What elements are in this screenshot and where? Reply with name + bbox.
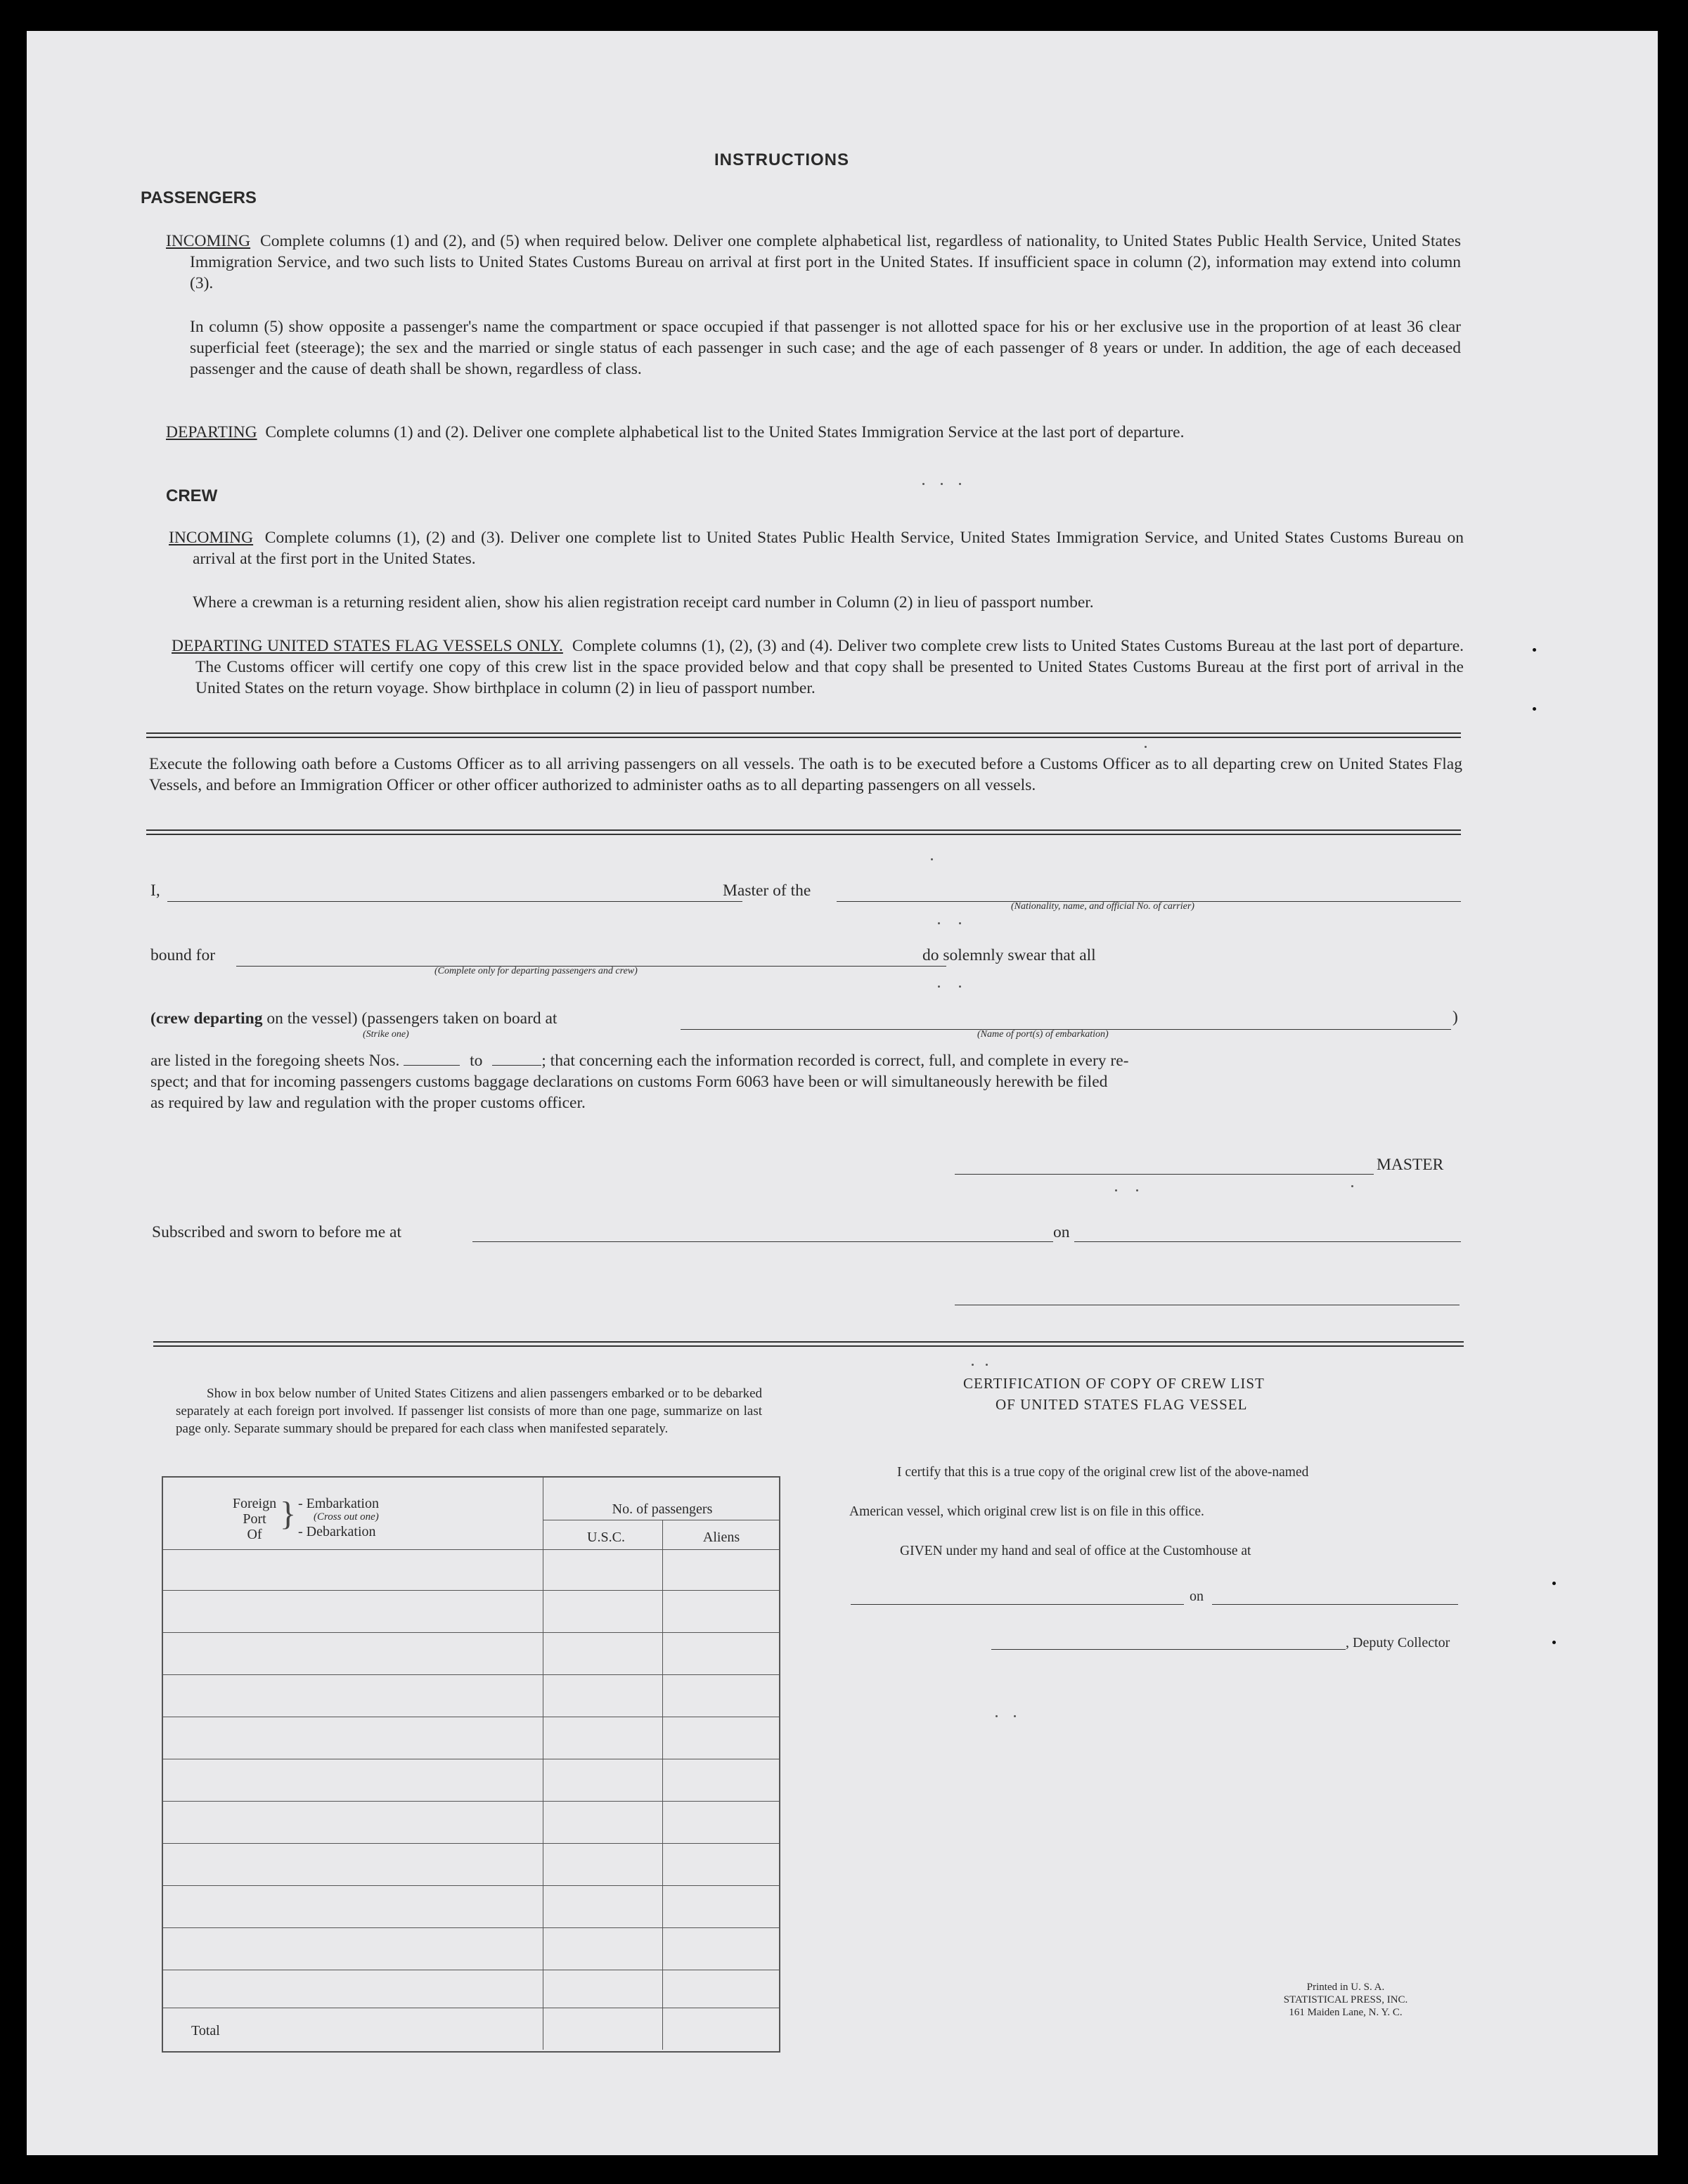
on-the-vessel-text: on the vessel) (passengers taken on board at xyxy=(266,1009,558,1028)
form-page xyxy=(27,31,1658,2155)
speck xyxy=(938,922,940,924)
printer-imprint xyxy=(1233,1981,1458,2019)
certification-heading-2: OF UNITED STATES FLAG VESSEL xyxy=(996,1396,1248,1413)
table-row-line xyxy=(163,1674,779,1675)
crew-departing-paragraph xyxy=(172,635,1464,699)
crew-incoming-text: Complete columns (1), (2) and (3). Deliver one complete list to United States Public Health Service, United States Immigration Service, and United States Customs Bureau on arrival at the first port in the United States. xyxy=(193,529,1464,568)
of-label: Of xyxy=(247,1527,262,1542)
summary-instructions: Show in box below number of United States Citizens and alien passengers embarked or to be debarked separately at each foreign port involved. If passenger list consists of more than one page, summarize on last page only. Separate summary should be prepared for each class when manifested separately. xyxy=(176,1386,762,1436)
master-signature-field[interactable] xyxy=(955,1174,1374,1175)
crew-departing-text: Complete columns (1), (2), (3) and (4). Deliver two complete crew lists to United States Customs Bureau at the last port of departure. The Customs officer will certify one copy of this crew list in the space provided below and that copy shall be presented to United States Customs Bureau at the first port of arrival in the United States on the return voyage. Show birthplace in column (2) in lieu of passport number. xyxy=(195,637,1464,697)
nationality-caption: (Nationality, name, and official No. of carrier) xyxy=(1011,901,1194,912)
embarkation-label: - Embarkation xyxy=(298,1496,379,1511)
certification-on-label: on xyxy=(1190,1589,1204,1604)
master-name-field[interactable] xyxy=(167,901,742,902)
bound-for-caption: (Complete only for departing passengers and crew) xyxy=(434,966,638,976)
page-title: INSTRUCTIONS xyxy=(714,150,849,169)
passengers-incoming-label: INCOMING xyxy=(166,232,251,250)
speck xyxy=(986,1364,988,1366)
listed-part2: ; that concerning each the information recorded is correct, full, and complete in every re- xyxy=(541,1052,1129,1070)
crew-heading: CREW xyxy=(166,486,218,505)
listed-line-2: spect; and that for incoming passengers customs baggage declarations on customs Form 6063 have been or will simultaneously herewith be filed xyxy=(150,1073,1108,1091)
given-line: GIVEN under my hand and seal of office at the Customhouse at xyxy=(900,1544,1251,1558)
deputy-collector-label: , Deputy Collector xyxy=(1346,1635,1450,1650)
usc-header: U.S.C. xyxy=(587,1530,625,1545)
table-row-line xyxy=(163,1801,779,1802)
speck xyxy=(972,1364,974,1366)
speck xyxy=(941,483,943,485)
listed-line-1 xyxy=(150,1052,1128,1071)
passengers-heading: PASSENGERS xyxy=(141,188,257,207)
speck xyxy=(959,483,961,485)
passengers-departing-label: DEPARTING xyxy=(166,423,257,441)
speck xyxy=(1351,1185,1353,1187)
speck xyxy=(996,1715,998,1717)
subscribed-date-field[interactable] xyxy=(1074,1241,1461,1242)
imprint-line-3: 161 Maiden Lane, N. Y. C. xyxy=(1289,2007,1403,2018)
imprint-line-1: Printed in U. S. A. xyxy=(1306,1982,1385,1993)
speck xyxy=(1115,1189,1117,1191)
port-caption: (Name of port(s) of embarkation) xyxy=(977,1029,1109,1040)
margin-speck xyxy=(1552,1641,1556,1644)
margin-speck xyxy=(1533,648,1536,652)
oath-instructions: Execute the following oath before a Customs Officer as to all arriving passengers on all vessels. The oath is to be executed before a Customs Officer as to all departing crew on United States Flag Vessels, and before an Immigration Officer or other officer authorized to administer oaths as to all departing passengers on all vessels. xyxy=(149,755,1462,794)
crew-incoming-label: INCOMING xyxy=(169,529,254,547)
subscribed-label: Subscribed and sworn to before me at xyxy=(152,1223,402,1241)
divider xyxy=(153,1341,1464,1347)
table-row-line xyxy=(163,1885,779,1886)
sheet-from-field[interactable] xyxy=(404,1065,460,1066)
passengers-departing-paragraph xyxy=(166,422,1461,443)
certification-heading-1: CERTIFICATION OF COPY OF CREW LIST xyxy=(963,1375,1265,1392)
foreign-port-of-label xyxy=(226,1496,283,1542)
summary-table xyxy=(162,1476,780,2053)
listed-to: to xyxy=(470,1052,483,1070)
imprint-line-2: STATISTICAL PRESS, INC. xyxy=(1283,1994,1408,2005)
certification-line-1: I certify that this is a true copy of the original crew list of the above-named xyxy=(897,1465,1309,1480)
certification-line-2: American vessel, which original crew list is on file in this office. xyxy=(849,1504,1204,1519)
divider xyxy=(146,732,1461,738)
subscribed-on-label: on xyxy=(1053,1223,1070,1241)
speck xyxy=(1136,1189,1138,1191)
total-label: Total xyxy=(191,2023,220,2038)
debarkation-label: - Debarkation xyxy=(298,1524,376,1539)
master-of-the-label: Master of the xyxy=(723,881,811,900)
passengers-incoming-paragraph xyxy=(166,231,1462,294)
customhouse-field[interactable] xyxy=(851,1604,1184,1605)
swear-text: do solemnly swear that all xyxy=(922,946,1096,964)
subscribed-place-field[interactable] xyxy=(472,1241,1053,1242)
cross-out-caption: (Cross out one) xyxy=(314,1511,379,1523)
speck xyxy=(1014,1715,1016,1717)
crew-resident-paragraph: Where a crewman is a returning resident alien, show his alien registration receipt card number in Column (2) in lieu of passport number. xyxy=(193,593,1094,612)
sheet-to-field[interactable] xyxy=(492,1065,541,1066)
speck xyxy=(1145,746,1147,748)
strike-one-caption: (Strike one) xyxy=(363,1029,409,1040)
passengers-departing-text: Complete columns (1) and (2). Deliver one complete alphabetical list to the United States Immigration Service at the last port of departure. xyxy=(265,423,1185,441)
divider xyxy=(146,829,1461,835)
listed-part1: are listed in the foregoing sheets Nos. xyxy=(150,1052,400,1070)
crew-departing-label: DEPARTING UNITED STATES FLAG VESSELS ONLY. xyxy=(172,637,563,655)
certification-date-field[interactable] xyxy=(1212,1604,1458,1605)
passengers-column5-paragraph: In column (5) show opposite a passenger's name the compartment or space occupied if that passenger is not allotted space for his or her exclusive use in the proportion of at least 36 clear superficial feet (steerage); the sex and the married or single status of each passenger in such case; and the age of each passenger of 8 years or under. In addition, the age of each deceased passenger and the cause of death shall be shown, regardless of class. xyxy=(190,318,1461,378)
speck xyxy=(922,483,924,485)
close-paren: ) xyxy=(1452,1008,1458,1026)
master-label: MASTER xyxy=(1377,1156,1444,1174)
table-row-line xyxy=(163,1927,779,1928)
brace-icon: } xyxy=(280,1495,297,1532)
speck xyxy=(931,858,933,860)
passengers-incoming-text: Complete columns (1) and (2), and (5) when required below. Deliver one complete alphabetical list, regardless of nationality, to United States Public Health Service, United States Immigration Service, and two such lists to United States Customs Bureau on arrival at first port in the United States. If insufficient space in column (2), information may extend into column (3). xyxy=(190,232,1462,292)
listed-line-3: as required by law and regulation with the proper customs officer. xyxy=(150,1094,586,1112)
speck xyxy=(938,986,940,988)
bound-for-label: bound for xyxy=(150,946,216,964)
port-label: Port xyxy=(243,1511,266,1527)
table-row-line xyxy=(163,1590,779,1591)
table-row-line xyxy=(163,1632,779,1633)
margin-speck xyxy=(1552,1582,1556,1585)
crew-incoming-paragraph xyxy=(169,527,1464,569)
margin-speck xyxy=(1533,707,1536,711)
aliens-header: Aliens xyxy=(702,1530,740,1545)
foreign-label: Foreign xyxy=(232,1496,277,1511)
table-row-line xyxy=(163,1549,779,1550)
no-passengers-header: No. of passengers xyxy=(612,1501,713,1517)
oath-i-label: I, xyxy=(150,881,160,900)
speck xyxy=(959,986,961,988)
crew-departing-option xyxy=(150,1009,557,1028)
deputy-signature-field[interactable] xyxy=(991,1649,1346,1650)
table-row-line xyxy=(163,1843,779,1844)
crew-departing-bold: (crew departing xyxy=(150,1009,263,1028)
speck xyxy=(959,922,961,924)
